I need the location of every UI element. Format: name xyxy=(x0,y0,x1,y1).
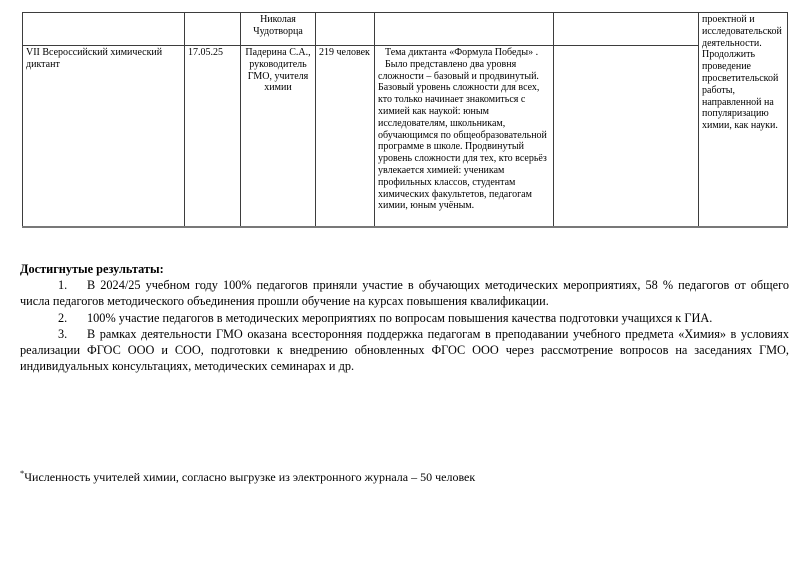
cell-notes xyxy=(554,46,699,227)
list-item xyxy=(20,326,789,375)
list-item xyxy=(20,277,789,309)
summary-paragraph-2: Было представлено два уровня сложности – базовый и продвинутый. Базовый уровень сложности для всех, кто только начинает знакомиться с химией как наукой: юным исследователям, школьникам, обучающимся по общеобразовательной программе в школе. Продвинутый уровень сложности для тех, кто всерьёз увлекается химией: ученикам профильных классов, студентам химических факультетов, педагогам химии, юным учёным. xyxy=(378,58,547,212)
list-item-number: 1. xyxy=(58,278,68,293)
cell-participants: 219 человек xyxy=(316,46,375,227)
cell-event-name-empty xyxy=(23,13,185,46)
list-item xyxy=(20,310,789,326)
footnote-marker: * xyxy=(20,468,25,478)
footnote xyxy=(20,466,780,485)
cell-recommendations-continuation: проектной и исследовательской деятельности. Продолжить проведение просветительской работы, направленной на популяризацию химии, как науки. xyxy=(699,13,788,227)
list-item-number: 3. xyxy=(58,326,68,341)
results-section xyxy=(20,261,789,374)
list-item-number: 2. xyxy=(58,310,68,325)
list-item-text: В рамках деятельности ГМО оказана всесторонняя поддержка педагогам в преподавании учебного предмета «Химия» в условиях реализации ФГОС ООО и СОО, подготовки к внедрению обновленных ФГОС ООО через рассмотрение вопросов на заседаниях ГМО, индивидуальных консультациях, методических семинарах и др. xyxy=(20,326,789,374)
footnote-text: Численность учителей химии, согласно выгрузке из электронного журнала – 50 человек xyxy=(24,470,476,484)
cell-date: 17.05.25 xyxy=(185,46,241,227)
events-table xyxy=(22,12,788,228)
summary-paragraph-1: Тема диктанта «Формула Победы» . xyxy=(385,47,539,58)
table-row-continuation xyxy=(23,13,788,46)
cell-summary xyxy=(375,46,554,227)
cell-notes-empty xyxy=(554,13,699,46)
cell-participants-empty xyxy=(316,13,375,46)
cell-summary-empty xyxy=(375,13,554,46)
results-heading: Достигнутые результаты: xyxy=(20,262,164,276)
cell-event-name: VII Всероссийский химический диктант xyxy=(23,46,185,227)
list-item-text: 100% участие педагогов в методических мероприятиях по вопросам повышения качества подготовки учащихся к ГИА. xyxy=(87,310,713,325)
cell-responsible: Падерина С.А., руководитель ГМО, учителя химии xyxy=(241,46,316,227)
list-item-text: В 2024/25 учебном году 100% педагогов приняли участие в обучающих методических мероприятиях, 58 % педагогов от общего числа педагогов методического объединения прошли обучение на курсах повышения квалификации. xyxy=(20,278,789,309)
table-row-event xyxy=(23,46,788,227)
cell-date-empty xyxy=(185,13,241,46)
cell-location-continuation: Николая Чудотворца xyxy=(241,13,316,46)
